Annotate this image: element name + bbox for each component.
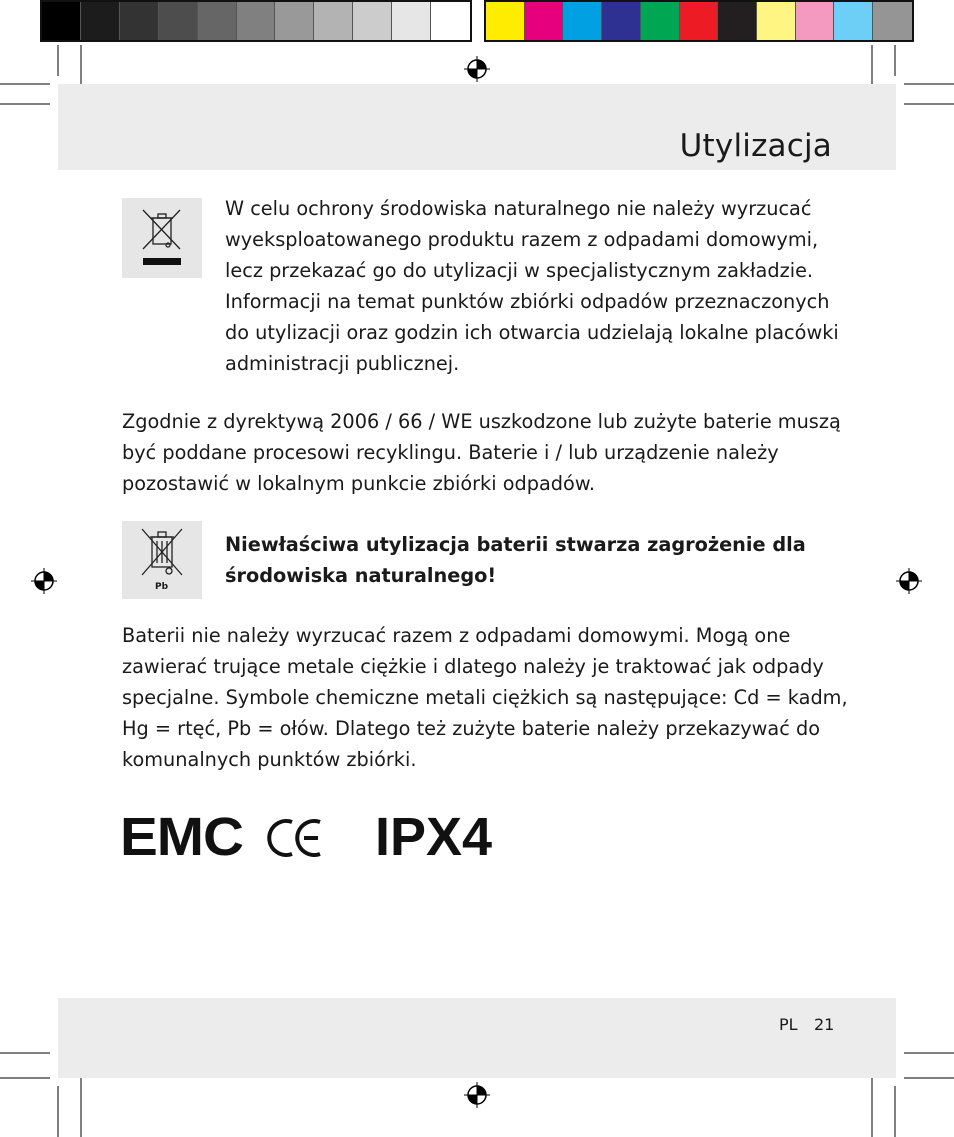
crossed-out-battery-bin-icon bbox=[122, 521, 202, 583]
weee-notice-text: W celu ochrony środowiska naturalnego nie należy wyrzucać wyeksploatowanego produktu razem z odpadami domowymi, lecz przekazać go do utylizacji w specjalistycznym zakładzie. Informacji na temat punktów zbiórki odpadów przeznaczonych do utylizacji oraz godzin ich otwarcia udzielają lokalne placówki administracji publicznej. bbox=[225, 197, 839, 375]
color-swatch bbox=[680, 2, 719, 40]
page-number: 21 bbox=[814, 1015, 835, 1034]
footer-language: PL bbox=[779, 1015, 798, 1034]
grayscale-calibration-bar bbox=[40, 0, 472, 42]
registration-mark-icon bbox=[896, 568, 922, 594]
color-swatch bbox=[353, 2, 392, 40]
color-swatch bbox=[525, 2, 564, 40]
color-swatch bbox=[120, 2, 159, 40]
color-swatch bbox=[275, 2, 314, 40]
battery-warning-text: Niewłaściwa utylizacja baterii stwarza zagrożenie dla środowiska naturalnego! bbox=[225, 533, 806, 587]
color-swatch bbox=[641, 2, 680, 40]
color-calibration-bar bbox=[484, 0, 914, 42]
color-swatch bbox=[392, 2, 431, 40]
ipx4-mark: IPX4 bbox=[375, 807, 493, 867]
battery-icon-label: Pb bbox=[155, 582, 169, 592]
color-swatch bbox=[237, 2, 276, 40]
color-swatch bbox=[42, 2, 81, 40]
battery-directive-text: Zgodnie z dyrektywą 2006 / 66 / WE uszkodzone lub zużyte baterie muszą być poddane procesowi recyklingu. Baterie i / lub urządzenie należy pozostawić w lokalnym punkcie zbiórki odpadów. bbox=[122, 410, 841, 495]
registration-mark-icon bbox=[464, 56, 490, 82]
color-swatch bbox=[563, 2, 602, 40]
color-swatch bbox=[431, 2, 470, 40]
conformity-marks bbox=[120, 807, 500, 868]
color-swatch bbox=[81, 2, 120, 40]
color-swatch bbox=[159, 2, 198, 40]
footer-band bbox=[58, 998, 896, 1078]
emc-mark: EMC bbox=[120, 807, 243, 867]
battery-disposal-symbol bbox=[122, 521, 202, 599]
registration-mark-icon bbox=[464, 1082, 490, 1108]
crossed-out-wheelie-bin-icon bbox=[122, 198, 202, 278]
page-title: Utylizacja bbox=[679, 128, 832, 164]
color-swatch bbox=[796, 2, 835, 40]
heavy-metals-text: Baterii nie należy wyrzucać razem z odpadami domowymi. Mogą one zawierać trujące metale ciężkie i dlatego należy je traktować jak odpady specjalne. Symbole chemiczne metali ciężkich są następujące: Cd = kadm, Hg = rtęć, Pb = ołów. Dlatego też zużyte baterie należy przekazywać do komunalnych punktów zbiórki. bbox=[122, 624, 848, 771]
weee-symbol bbox=[122, 198, 202, 278]
color-swatch bbox=[198, 2, 237, 40]
color-swatch bbox=[873, 2, 912, 40]
ce-mark-icon bbox=[266, 818, 326, 858]
color-swatch bbox=[486, 2, 525, 40]
color-swatch bbox=[834, 2, 873, 40]
color-swatch bbox=[718, 2, 757, 40]
color-swatch bbox=[602, 2, 641, 40]
color-swatch bbox=[757, 2, 796, 40]
color-swatch bbox=[314, 2, 353, 40]
registration-mark-icon bbox=[31, 568, 57, 594]
